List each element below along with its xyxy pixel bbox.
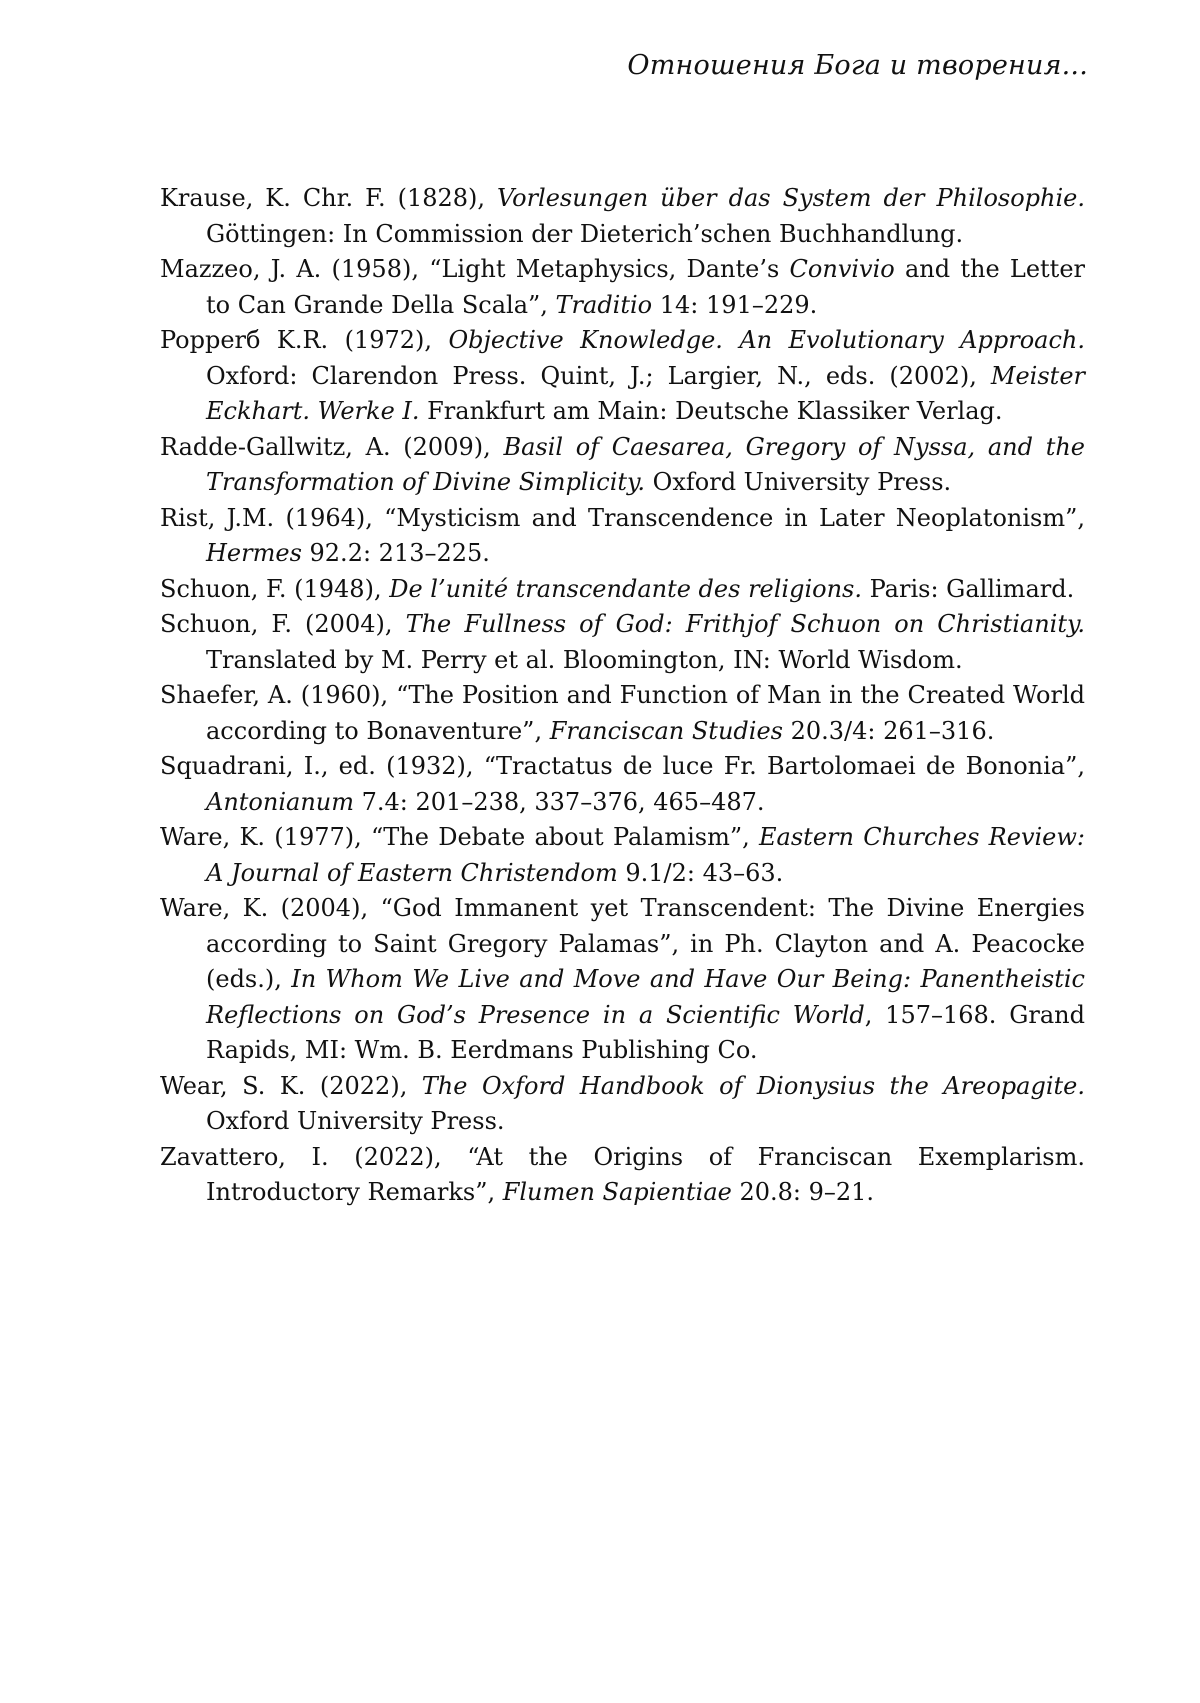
reference-title-italic: Vorlesungen über das System der Philosophie. [497, 184, 1085, 212]
reference-text: Popperб K.R. (1972), [160, 326, 449, 354]
reference-text: Shaefer, A. (1960), “The Position and Function of Man in the Created World according to Bonaventure”, [160, 681, 1085, 745]
reference-text: Oxford: Clarendon Press. Quint, J.; Largier, N., eds. (2002), [206, 361, 991, 390]
reference-text: Radde-Gallwitz, A. (2009), [160, 432, 504, 461]
reference-entry [160, 749, 1085, 820]
reference-entry [160, 891, 1085, 1069]
reference-entry [160, 820, 1085, 891]
reference-list [160, 181, 1085, 1211]
reference-title-italic: Eastern Churches Review: A Journal of Eastern Christendom [206, 823, 1086, 887]
reference-entry [160, 607, 1085, 678]
reference-text: 20.3/4: 261–316. [782, 716, 995, 745]
reference-text: Schuon, F. (1948), [160, 574, 390, 603]
reference-title-italic: Convivio [789, 255, 895, 283]
reference-text: Rist, J.M. (1964), “Mysticism and Transcendence in Later Neoplatonism”, [160, 503, 1085, 532]
reference-title-italic: The Fullness of God: Frithjof Schuon on Christianity. [405, 610, 1085, 638]
reference-entry [160, 501, 1085, 572]
reference-entry [160, 1140, 1085, 1211]
reference-text: Göttingen: In Commission der Dieterich’schen Buchhandlung. [206, 219, 964, 248]
reference-text: Mazzeo, J. A. (1958), “Light Metaphysics, Dante’s [160, 255, 790, 283]
reference-text: Oxford University Press. [206, 1107, 505, 1135]
reference-title-italic: In Whom We Live and Move and Have Our Being: Panentheistic Reflections on God’s Presence in a Scientific World [206, 965, 1085, 1029]
reference-text: Ware, K. (1977), “The Debate about Palamism”, [160, 823, 760, 851]
reference-entry [160, 430, 1085, 501]
reference-text: Ware, K. (2004), “God Immanent yet Transcendent: The Divine Energies according to Saint Gregory Palamas”, in Ph. Clayton and A. Peacocke (eds.), [160, 894, 1085, 993]
reference-entry [160, 1069, 1085, 1140]
reference-text: 7.4: 201–238, 337–376, 465–487. [354, 787, 765, 816]
reference-title-italic: Basil of Caesarea, Gregory of Nyssa, and the Transformation of Divine Simplicity. [206, 432, 1086, 496]
reference-text: 9.1/2: 43–63. [617, 858, 784, 887]
reference-title-italic: Franciscan Studies [549, 716, 783, 745]
reference-title-italic: Antonianum [206, 787, 354, 816]
reference-title-italic: Flumen Sapientiae [502, 1178, 732, 1206]
reference-text: Wear, S. K. (2022), [160, 1071, 422, 1100]
reference-title-italic: De l’unité transcendante des religions. [389, 574, 862, 603]
reference-text: Paris: Gallimard. [861, 574, 1075, 603]
reference-text: 14: 191–229. [652, 290, 818, 319]
reference-text: and the Letter to Can Grande Della Scala”, [206, 255, 1085, 319]
reference-entry [160, 181, 1085, 252]
reference-text: , 157–168. Grand Rapids, MI: Wm. B. Eerdmans Publishing Co. [206, 1000, 1085, 1064]
reference-entry [160, 252, 1085, 323]
reference-title-italic: Objective Knowledge. An Evolutionary Approach. [448, 326, 1086, 354]
reference-text: Frankfurt am Main: Deutsche Klassiker Verlag. [419, 397, 1003, 425]
reference-title-italic: The Oxford Handbook of Dionysius the Areopagite. [421, 1071, 1085, 1100]
reference-entry [160, 323, 1085, 430]
reference-text: Oxford University Press. [645, 468, 952, 496]
reference-text: Translated by M. Perry et al. Bloomington, IN: World Wisdom. [206, 645, 963, 674]
reference-title-italic: Meister Eckhart. Werke I. [206, 361, 1085, 425]
reference-text: 92.2: 213–225. [301, 539, 490, 567]
reference-title-italic: Traditio [555, 290, 653, 319]
reference-text: Squadrani, I., ed. (1932), “Tractatus de luce Fr. Bartolomaei de Bononia”, [160, 752, 1085, 780]
reference-entry [160, 572, 1085, 608]
reference-text: Schuon, F. (2004), [160, 610, 406, 638]
reference-text: Krause, K. Chr. F. (1828), [160, 184, 497, 212]
reference-text: Zavattero, I. (2022), “At the Origins of Franciscan Exemplarism. Introductory Remarks”, [160, 1142, 1085, 1206]
reference-entry [160, 678, 1085, 749]
running-header-title: Отношения Бога и творения... [627, 50, 1088, 81]
reference-title-italic: Hermes [206, 539, 302, 567]
reference-text: 20.8: 9–21. [731, 1178, 875, 1206]
